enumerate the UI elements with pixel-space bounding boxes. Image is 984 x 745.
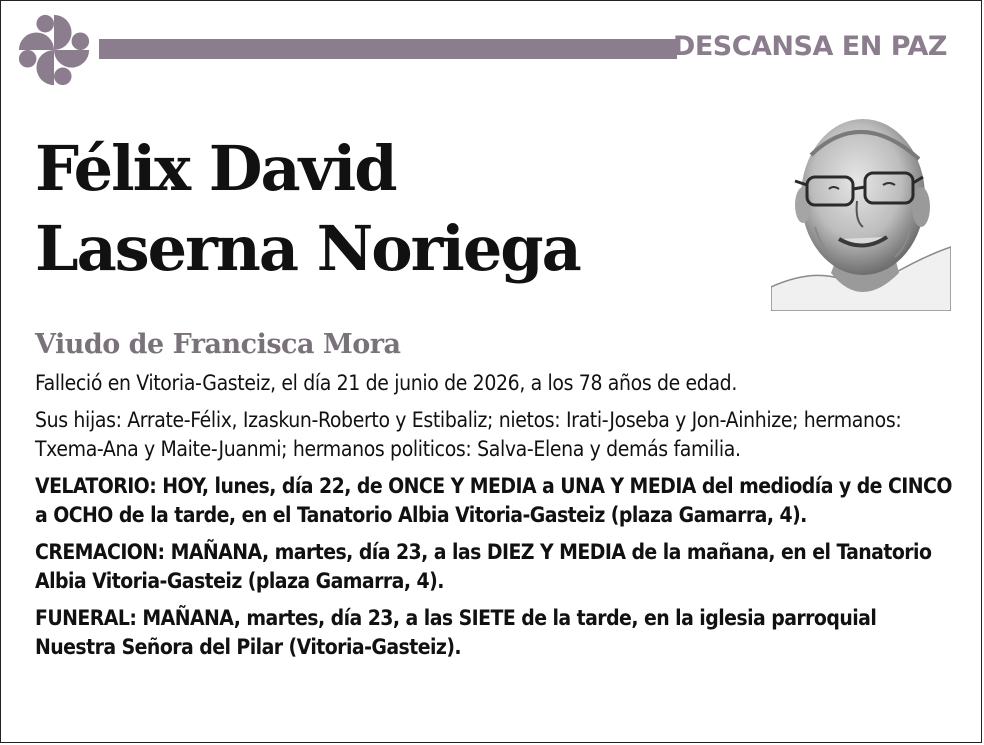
header-rule xyxy=(99,39,677,59)
portrait-photo xyxy=(771,97,951,311)
death-paragraph: Falleció en Vitoria-Gasteiz, el día 21 de junio de 2026, a los 78 años de edad. xyxy=(35,371,737,395)
notice-body xyxy=(35,369,957,670)
funeral-paragraph: FUNERAL: MAÑANA, martes, día 23, a las SIETE de la tarde, en la iglesia parroquial Nuestra Señora del Pilar (Vitoria-Gasteiz). xyxy=(35,606,877,659)
velatorio-paragraph: VELATORIO: HOY, lunes, día 22, de ONCE Y MEDIA a UNA Y MEDIA del mediodía y de CINCO a OCHO de la tarde, en el Tanatorio Albia Vitoria-Gasteiz (plaza Gamarra, 4). xyxy=(35,474,952,527)
header-label: DESCANSA EN PAZ xyxy=(672,31,947,62)
cremacion-paragraph: CREMACION: MAÑANA, martes, día 23, a las DIEZ Y MEDIA de la mañana, en el Tanatorio Albia Vitoria-Gasteiz (plaza Gamarra, 4). xyxy=(35,540,932,593)
name-line-1: Félix David xyxy=(35,132,396,205)
name-line-2: Laserna Noriega xyxy=(35,212,580,285)
family-paragraph: Sus hijas: Arrate-Félix, Izaskun-Roberto y Estibaliz; nietos: Irati-Joseba y Jon-Ainhize; hermanos: Txema-Ana y Maite-Juanmi; hermanos politicos: Salva-Elena y demás familia. xyxy=(35,408,902,461)
lauburu-icon xyxy=(15,11,93,89)
deceased-name xyxy=(35,129,580,289)
widow-line: Viudo de Francisca Mora xyxy=(35,329,401,360)
